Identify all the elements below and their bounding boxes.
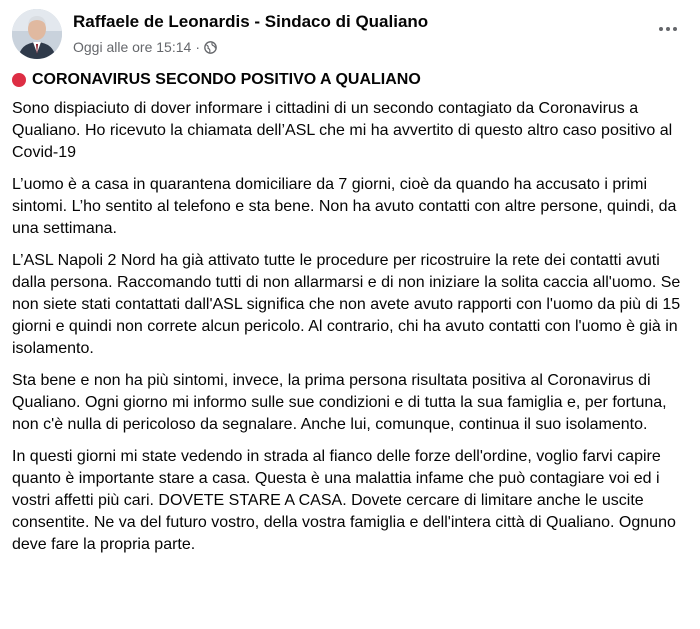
post-paragraph: In questi giorni mi state vedendo in strada al fianco delle forze dell'ordine, voglio farvi capire quanto è importante stare a casa. Questa è una malattia infame che può contagiare voi ed i vostri affetti più cari. DOVETE STARE A CASA. Dovete cercare di limitare anche le uscite consentite. Ne va del futuro vostro, della vostra famiglia e dell'intera città di Qualiano. Ognuno deve fare la propria parte.: [12, 448, 676, 553]
post-content: [12, 69, 690, 566]
post-paragraph: L’ASL Napoli 2 Nord ha già attivato tutte le procedure per ricostruire la rete dei contatti avuti dalla persona. Raccomando tutti di non allarmarsi e di non iniziare la solita caccia all'uomo. Se non siete stati contattati dall'ASL significa che non avete avuto rapporti con l'uomo da più di 15 giorni e quindi non correte alcun pericolo. Al contrario, chi ha avuto contatti con l'uomo è già in isolamento.: [12, 252, 681, 357]
post-headline: [12, 69, 690, 91]
post-meta: [73, 39, 217, 55]
post-header: [12, 9, 688, 61]
more-options-button[interactable]: [654, 15, 682, 43]
headline-text: CORONAVIRUS SECONDO POSITIVO A QUALIANO: [32, 71, 421, 88]
more-horizontal-icon: [659, 27, 677, 31]
profile-photo: [12, 9, 62, 59]
author-name[interactable]: Raffaele de Leonardis - Sindaco di Qualiano: [73, 12, 429, 31]
globe-icon[interactable]: [204, 41, 217, 54]
post-timestamp[interactable]: Oggi alle ore 15:14: [73, 39, 192, 55]
post-paragraph: Sono dispiaciuto di dover informare i cittadini di un secondo contagiato da Coronavirus a Qualiano. Ho ricevuto la chiamata dell’ASL che mi ha avvertito di questo altro caso positivo al Covid-19: [12, 100, 673, 161]
post-paragraph: L’uomo è a casa in quarantena domiciliare da 7 giorni, cioè da quando ha accusato i primi sintomi. L’ho sentito al telefono e sta bene. Non ha avuto contatti con altre persone, quindi, da una settimana.: [12, 176, 677, 237]
avatar[interactable]: [12, 9, 62, 59]
red-circle-icon: [12, 73, 26, 87]
post-paragraph: Sta bene e non ha più sintomi, invece, la prima persona risultata positiva al Coronavirus di Qualiano. Ogni giorno mi informo sulle sue condizioni e di tutta la sua famiglia e, per fortuna, non c'è nulla di pericoloso da segnalare. Anche lui, comunque, continua il suo isolamento.: [12, 372, 667, 433]
meta-separator: ·: [195, 39, 200, 55]
